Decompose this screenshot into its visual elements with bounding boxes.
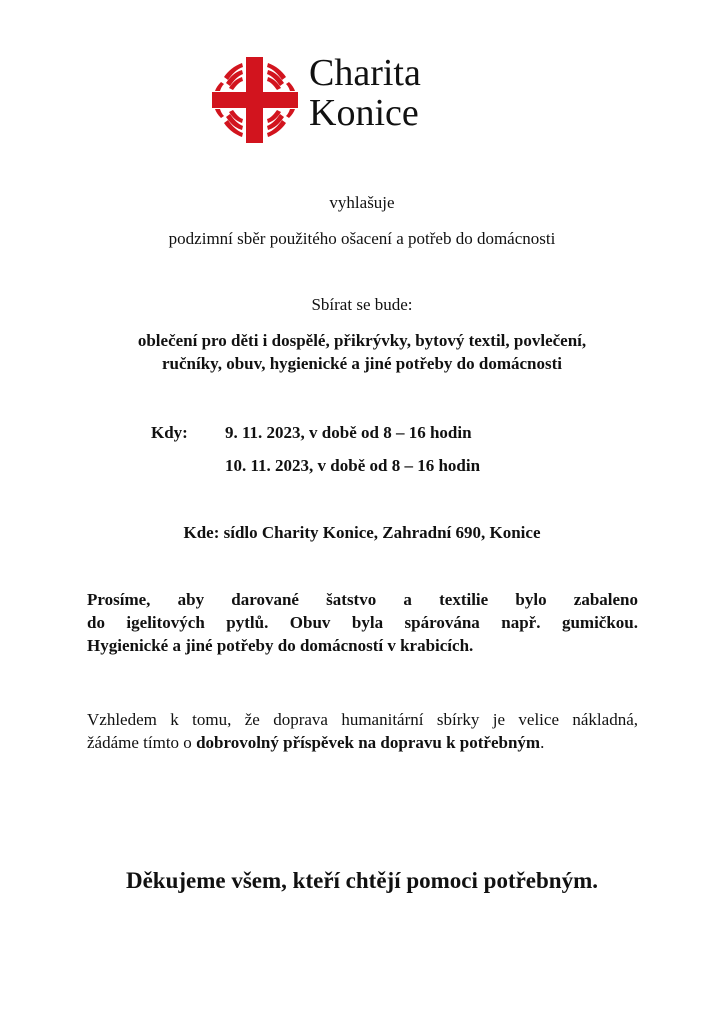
logo-line-konice: Konice (309, 92, 419, 134)
logo-wordmark (309, 53, 421, 133)
collect-heading: Sbírat se bude: (311, 295, 413, 314)
subject-text: podzimní sběr použitého ošacení a potřeb do domácnosti (168, 229, 556, 248)
announces-text: vyhlašuje (329, 193, 395, 212)
collect-items-line-2: ručníky, obuv, hygienické a jiné potřeby do domácnosti (161, 354, 563, 373)
where-text: Kde: sídlo Charity Konice, Zahradní 690, Konice (183, 523, 541, 542)
when-row-1 (151, 423, 472, 443)
request-line-3: Hygienické a jiné potřeby do domácností v krabicích. (87, 636, 474, 655)
donation-paragraph (87, 708, 638, 754)
donation-bold: dobrovolný příspěvek na dopravu k potřebným (196, 733, 541, 752)
caritas-cross-icon (212, 57, 298, 143)
when-date-1: 9. 11. 2023, v době od 8 – 16 hodin (225, 423, 472, 442)
when-label: Kdy: (151, 423, 188, 442)
when-row-2 (151, 456, 480, 476)
donation-prefix: žádáme tímto o (87, 733, 197, 752)
when-date-2: 10. 11. 2023, v době od 8 – 16 hodin (225, 456, 481, 475)
donation-line-2 (87, 731, 638, 754)
donation-suffix: . (540, 733, 545, 752)
charita-konice-logo (212, 52, 472, 147)
request-line-2: do igelitových pytlů. Obuv byla spárována např. gumičkou. (87, 613, 638, 632)
donation-line-1: Vzhledem k tomu, že doprava humanitární sbírky je velice nákladná, (87, 710, 638, 729)
request-paragraph (87, 588, 638, 657)
collect-items-line-1: oblečení pro děti i dospělé, přikrývky, bytový textil, povlečení, (137, 331, 587, 350)
thanks-text: Děkujeme všem, kteří chtějí pomoci potřebným. (125, 868, 599, 893)
logo-line-charita: Charita (309, 52, 421, 94)
request-line-1: Prosíme, aby darované šatstvo a textilie bylo zabaleno (87, 590, 638, 609)
